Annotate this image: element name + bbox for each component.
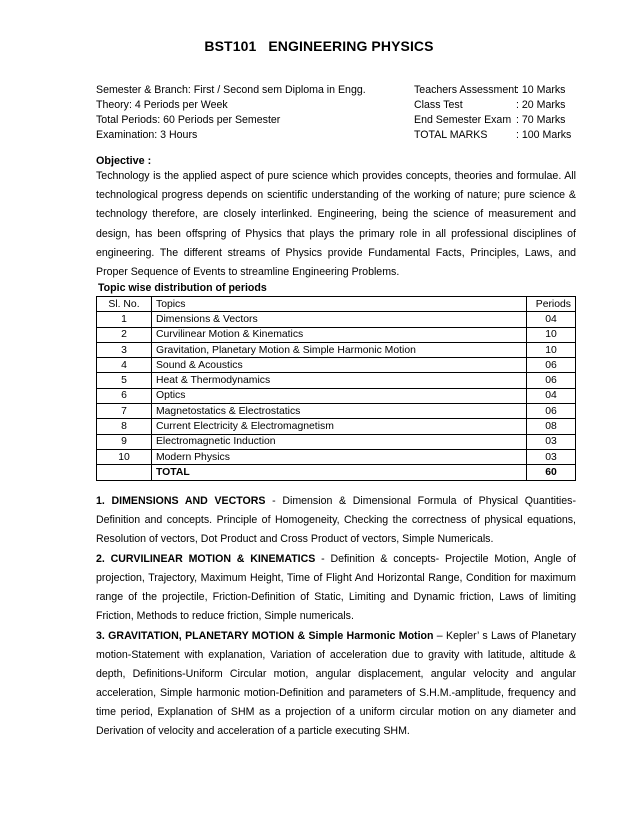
sl-no-cell: 7 xyxy=(97,404,152,419)
sl-no-cell: 5 xyxy=(97,373,152,388)
marks-value: : 20 Marks xyxy=(516,99,566,111)
sl-no-cell: 4 xyxy=(97,358,152,373)
table-row xyxy=(97,404,576,419)
table-row xyxy=(97,388,576,403)
topic-cell: Optics xyxy=(152,388,527,403)
sl-no-cell: 3 xyxy=(97,342,152,357)
table-row xyxy=(97,342,576,357)
periods-cell: 03 xyxy=(527,449,576,464)
topic-cell: Gravitation, Planetary Motion & Simple Harmonic Motion xyxy=(152,342,527,357)
topic-cell: Sound & Acoustics xyxy=(152,358,527,373)
periods-cell: 06 xyxy=(527,404,576,419)
table-row xyxy=(97,449,576,464)
marks-value: : 10 Marks xyxy=(516,84,566,96)
periods-cell: 04 xyxy=(527,388,576,403)
section-text: - Dimension & Dimensional Formula of Physical Quantities-Definition and concepts. Principle of Homogeneity, Checking the correctness of physical equations, Resolution of vectors, Dot Product and Cross Product of vectors, Simple Numericals. xyxy=(96,495,577,546)
table-row xyxy=(97,312,576,327)
topic-cell: Modern Physics xyxy=(152,449,527,464)
table-row xyxy=(97,373,576,388)
table-header-row xyxy=(97,297,576,312)
topic-cell: Magnetostatics & Electrostatics xyxy=(152,404,527,419)
section-gravitation-shm xyxy=(96,627,576,742)
table-row xyxy=(97,358,576,373)
marks-label: Teachers Assessment xyxy=(414,84,518,96)
section-heading: 2. CURVILINEAR MOTION & KINEMATICS xyxy=(96,553,316,565)
examination-duration: Examination: 3 Hours xyxy=(96,129,198,141)
sl-no-cell: 9 xyxy=(97,434,152,449)
marks-value: : 70 Marks xyxy=(516,114,566,126)
total-empty-cell xyxy=(97,465,152,480)
marks-row xyxy=(414,128,571,143)
periods-cell: 04 xyxy=(527,312,576,327)
marks-label: End Semester Exam xyxy=(414,114,512,126)
objective-heading: Objective : xyxy=(96,155,152,167)
topic-cell: Curvilinear Motion & Kinematics xyxy=(152,327,527,342)
periods-cell: 08 xyxy=(527,419,576,434)
table-row xyxy=(97,327,576,342)
total-periods: Total Periods: 60 Periods per Semester xyxy=(96,114,281,126)
section-heading: 1. DIMENSIONS AND VECTORS xyxy=(96,495,266,507)
marks-row xyxy=(414,113,571,128)
header-topics: Topics xyxy=(152,297,527,312)
periods-cell: 10 xyxy=(527,327,576,342)
marks-label: Class Test xyxy=(414,99,463,111)
section-text: - Definition & concepts- Projectile Motion, Angle of projection, Trajectory, Maximum Height, Time of Flight And Horizontal Range, Condition for maximum range of the projectile, Friction-Definition of Static, Limiting and Dynamic friction, Laws of limiting Friction, Methods to reduce friction, Simple numericals. xyxy=(96,553,576,623)
topic-cell: Electromagnetic Induction xyxy=(152,434,527,449)
table-total-row xyxy=(97,465,576,480)
table-row xyxy=(97,434,576,449)
theory-periods: Theory: 4 Periods per Week xyxy=(96,99,228,111)
marks-value: : 100 Marks xyxy=(516,129,572,141)
header-periods: Periods xyxy=(527,297,576,312)
objective-text: Technology is the applied aspect of pure science which provides concepts, theories and formulae. All technological progress depends on scientific understanding of the working of nature; pure science & technology therefore, are closely interlinked. Engineering, being the science of measurement and design, has been offspring of Physics that plays the primary role in all professional disciplines of engineering. The different streams of Physics provide Fundamental Facts, Principles, Laws, and Proper Sequence of Events to streamline Engineering Problems. xyxy=(96,170,576,279)
table-caption: Topic wise distribution of periods xyxy=(98,282,267,294)
page-title: BST101 ENGINEERING PHYSICS xyxy=(204,38,434,54)
periods-cell: 10 xyxy=(527,342,576,357)
topic-cell: Current Electricity & Electromagnetism xyxy=(152,419,527,434)
section-heading: 3. GRAVITATION, PLANETARY MOTION & Simple Harmonic Motion xyxy=(96,630,434,642)
table-row xyxy=(97,419,576,434)
sl-no-cell: 10 xyxy=(97,449,152,464)
marks-label: TOTAL MARKS xyxy=(414,129,488,141)
section-text: – Kepler’ s Laws of Planetary motion-Statement with explanation, Variation of acceleration due to gravity with latitude, altitude & depth, Definitions-Uniform Circular motion, angular displacement, angular velocity and angular acceleration, Simple harmonic motion-Definition and parameters of S.H.M.-amplitude, frequency and time period, Explanation of SHM as a projection of a uniform circular motion on any diameter and Derivation of velocity and acceleration of a particle executing SHM. xyxy=(96,630,576,738)
sl-no-cell: 1 xyxy=(97,312,152,327)
section-dimensions-vectors xyxy=(96,492,576,549)
topic-cell: Dimensions & Vectors xyxy=(152,312,527,327)
sl-no-cell: 2 xyxy=(97,327,152,342)
periods-cell: 06 xyxy=(527,373,576,388)
periods-table xyxy=(96,296,576,481)
topic-cell: Heat & Thermodynamics xyxy=(152,373,527,388)
course-details xyxy=(96,83,366,143)
semester-branch: Semester & Branch: First / Second sem Diploma in Engg. xyxy=(96,84,366,96)
header-sl-no: Sl. No. xyxy=(97,297,152,312)
marks-distribution xyxy=(414,83,571,143)
sl-no-cell: 6 xyxy=(97,388,152,403)
periods-cell: 06 xyxy=(527,358,576,373)
periods-cell: 03 xyxy=(527,434,576,449)
total-value: 60 xyxy=(527,465,576,480)
marks-row xyxy=(414,98,571,113)
total-label: TOTAL xyxy=(152,465,527,480)
sl-no-cell: 8 xyxy=(97,419,152,434)
section-curvilinear-motion xyxy=(96,550,576,626)
marks-row xyxy=(414,83,571,98)
